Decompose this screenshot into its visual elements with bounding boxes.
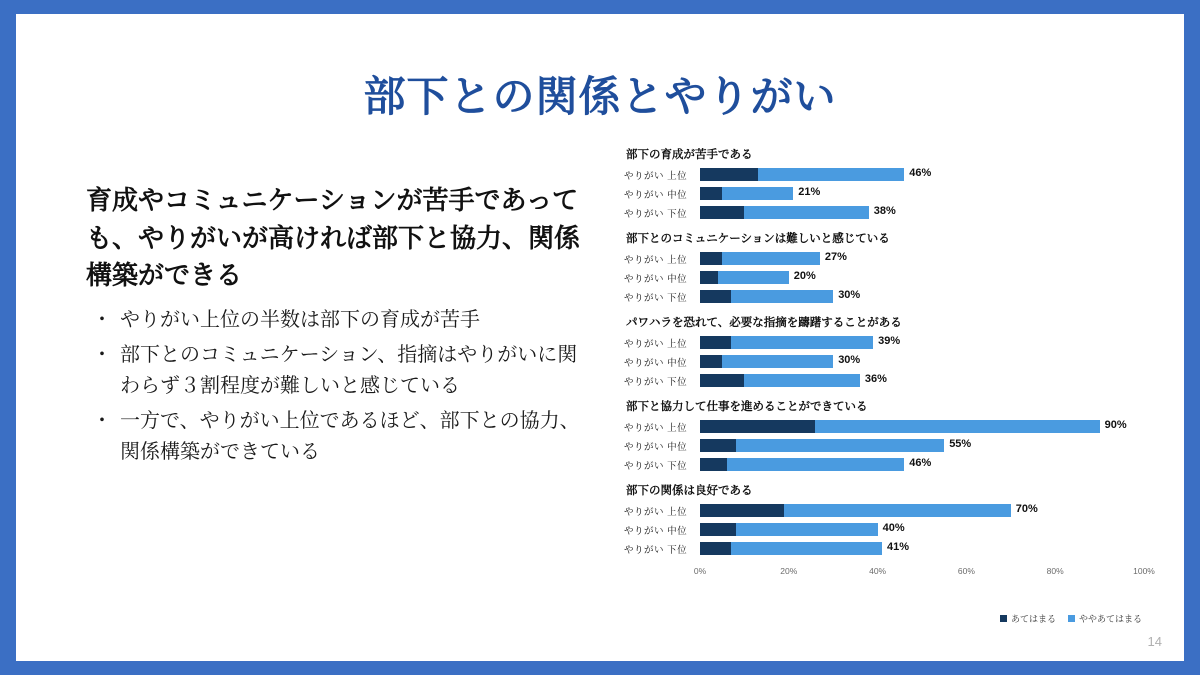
chart-bar-segment-a bbox=[700, 439, 736, 452]
chart-value-label: 41% bbox=[887, 541, 910, 553]
chart-value-label: 39% bbox=[878, 335, 901, 347]
chart-bar-segment-a bbox=[700, 187, 722, 200]
chart-group-title: 部下と協力して仕事を進めることができている bbox=[626, 401, 868, 413]
chart-bar-row bbox=[624, 437, 1144, 454]
chart-bar-segment-b bbox=[722, 252, 820, 265]
chart-bar-track bbox=[700, 458, 1144, 471]
list-item bbox=[86, 406, 586, 468]
chart-category-label: やりがい 中位 bbox=[624, 441, 688, 453]
bullet-marker-icon: ・ bbox=[92, 309, 112, 332]
chart-value-label: 40% bbox=[882, 522, 905, 534]
chart-bar-segment-b bbox=[784, 504, 1010, 517]
chart-group-container bbox=[624, 146, 1144, 557]
chart-bar-row bbox=[624, 204, 1144, 221]
chart-bar-segment-b bbox=[731, 336, 873, 349]
chart-bar-segment-a bbox=[700, 290, 731, 303]
chart-category-label: やりがい 中位 bbox=[624, 357, 688, 369]
chart-bar-segment-b bbox=[722, 187, 793, 200]
page-number: 14 bbox=[1147, 634, 1162, 649]
chart-value-label: 27% bbox=[824, 251, 847, 263]
chart-bar-segment-a bbox=[700, 504, 784, 517]
chart-value-label: 90% bbox=[1104, 419, 1127, 431]
chart-bar-segment-a bbox=[700, 355, 722, 368]
chart-bar-segment-b bbox=[727, 458, 905, 471]
chart-bar-track bbox=[700, 336, 1144, 349]
chart-group-title: パワハラを恐れて、必要な指摘を躊躇することがある bbox=[626, 317, 902, 329]
chart-bar-row bbox=[624, 334, 1144, 351]
chart-group bbox=[624, 398, 1144, 473]
chart-bar-segment-a bbox=[700, 336, 731, 349]
chart-legend bbox=[1000, 612, 1142, 625]
chart-value-label: 36% bbox=[864, 373, 887, 385]
chart-category-label: やりがい 上位 bbox=[624, 506, 688, 518]
legend-swatch-icon bbox=[1000, 615, 1007, 622]
chart-bar-segment-a bbox=[700, 252, 722, 265]
chart-category-label: やりがい 下位 bbox=[624, 292, 688, 304]
list-item bbox=[86, 340, 586, 402]
legend-label: あてはまる bbox=[1010, 614, 1056, 624]
chart-legend-item bbox=[1000, 612, 1056, 625]
chart-x-tick: 100% bbox=[1133, 566, 1155, 576]
chart-group-title: 部下の育成が苦手である bbox=[626, 149, 753, 161]
chart-bar-segment-a bbox=[700, 458, 727, 471]
bullet-marker-icon: ・ bbox=[92, 344, 112, 367]
chart-bar-track bbox=[700, 420, 1144, 433]
chart-value-label: 70% bbox=[1015, 503, 1038, 515]
chart-category-label: やりがい 上位 bbox=[624, 422, 688, 434]
chart-bar-row bbox=[624, 288, 1144, 305]
chart-bar-row bbox=[624, 540, 1144, 557]
chart-bar-segment-b bbox=[731, 290, 833, 303]
page-title: 部下との関係とやりがい bbox=[363, 73, 837, 120]
chart-bar-row bbox=[624, 521, 1144, 538]
chart-value-label: 46% bbox=[909, 167, 932, 179]
legend-swatch-icon bbox=[1068, 615, 1075, 622]
chart-bar-row bbox=[624, 166, 1144, 183]
chart-category-label: やりがい 中位 bbox=[624, 189, 688, 201]
chart-bar-segment-b bbox=[744, 206, 868, 219]
chart-group-title: 部下とのコミュニケーションは難しいと感じている bbox=[626, 233, 890, 245]
chart-category-label: やりがい 中位 bbox=[624, 525, 688, 537]
chart-bar-segment-a bbox=[700, 542, 731, 555]
chart-value-label: 55% bbox=[949, 438, 972, 450]
chart-bar-track bbox=[700, 252, 1144, 265]
chart-x-tick: 20% bbox=[780, 566, 798, 576]
chart-value-label: 38% bbox=[873, 205, 896, 217]
lead-statement: 育成やコミュニケーションが苦手であっても、やりがいが高ければ部下と協力、関係構築ができる bbox=[86, 185, 581, 291]
chart-category-label: やりがい 下位 bbox=[624, 376, 688, 388]
chart-category-label: やりがい 上位 bbox=[624, 170, 688, 182]
chart-bar-track bbox=[700, 187, 1144, 200]
bullet-text: やりがい上位の半数は部下の育成が苦手 bbox=[120, 309, 480, 332]
bullet-text: 部下とのコミュニケーション、指摘はやりがいに関わらず３割程度が難しいと感じている bbox=[120, 344, 578, 398]
chart-bar-track bbox=[700, 206, 1144, 219]
chart-bar-row bbox=[624, 250, 1144, 267]
chart-bar-segment-a bbox=[700, 271, 718, 284]
chart-bar-row bbox=[624, 456, 1144, 473]
chart-x-axis bbox=[693, 566, 1155, 582]
chart-category-label: やりがい 下位 bbox=[624, 544, 688, 556]
chart-category-label: やりがい 下位 bbox=[624, 460, 688, 472]
chart-bar-segment-b bbox=[731, 542, 882, 555]
chart-bar-track bbox=[700, 355, 1144, 368]
chart-value-label: 46% bbox=[909, 457, 932, 469]
chart-bar-segment-b bbox=[718, 271, 789, 284]
chart-x-tick: 60% bbox=[957, 566, 975, 576]
chart-group-title: 部下の関係は良好である bbox=[626, 485, 753, 497]
left-text-column bbox=[86, 182, 586, 472]
chart-bar-track bbox=[700, 542, 1144, 555]
chart-value-label: 21% bbox=[798, 186, 821, 198]
chart-bar-track bbox=[700, 523, 1144, 536]
chart-x-tick: 0% bbox=[693, 566, 707, 576]
chart-bar-track bbox=[700, 504, 1144, 517]
chart-value-label: 30% bbox=[838, 354, 861, 366]
bullet-text: 一方で、やりがい上位であるほど、部下との協力、関係構築ができている bbox=[120, 410, 580, 464]
chart-bar-row bbox=[624, 502, 1144, 519]
chart-group bbox=[624, 230, 1144, 305]
chart-category-label: やりがい 上位 bbox=[624, 254, 688, 266]
chart-bar-segment-a bbox=[700, 206, 744, 219]
bullet-marker-icon: ・ bbox=[92, 410, 112, 433]
chart-legend-item bbox=[1068, 612, 1142, 625]
chart-bar-segment-a bbox=[700, 420, 815, 433]
bullet-list bbox=[86, 305, 586, 468]
chart-bar-row bbox=[624, 353, 1144, 370]
chart-bar-segment-b bbox=[722, 355, 833, 368]
chart-category-label: やりがい 上位 bbox=[624, 338, 688, 350]
list-item bbox=[86, 305, 586, 336]
chart-bar-segment-b bbox=[736, 439, 945, 452]
chart-bar-segment-b bbox=[758, 168, 905, 181]
chart-group bbox=[624, 146, 1144, 221]
chart-bar-segment-b bbox=[744, 374, 859, 387]
chart-bar-segment-b bbox=[736, 523, 878, 536]
chart-bar-track bbox=[700, 271, 1144, 284]
chart-category-label: やりがい 下位 bbox=[624, 208, 688, 220]
chart-bar-track bbox=[700, 168, 1144, 181]
chart-bar-segment-b bbox=[815, 420, 1099, 433]
chart-bar-track bbox=[700, 290, 1144, 303]
legend-label: ややあてはまる bbox=[1078, 614, 1142, 624]
chart-value-label: 30% bbox=[838, 289, 861, 301]
slide-canvas bbox=[16, 14, 1184, 661]
chart-value-label: 20% bbox=[793, 270, 816, 282]
chart-category-label: やりがい 中位 bbox=[624, 273, 688, 285]
chart-bar-segment-a bbox=[700, 168, 758, 181]
chart-bar-row bbox=[624, 418, 1144, 435]
chart-bar-segment-a bbox=[700, 523, 736, 536]
chart-bar-track bbox=[700, 439, 1144, 452]
chart-x-tick: 80% bbox=[1046, 566, 1064, 576]
chart-bar-track bbox=[700, 374, 1144, 387]
chart-group bbox=[624, 482, 1144, 557]
chart-x-tick: 40% bbox=[869, 566, 887, 576]
chart-group bbox=[624, 314, 1144, 389]
chart-bar-row bbox=[624, 185, 1144, 202]
chart-bar-row bbox=[624, 269, 1144, 286]
chart-bar-segment-a bbox=[700, 374, 744, 387]
chart-bar-row bbox=[624, 372, 1144, 389]
